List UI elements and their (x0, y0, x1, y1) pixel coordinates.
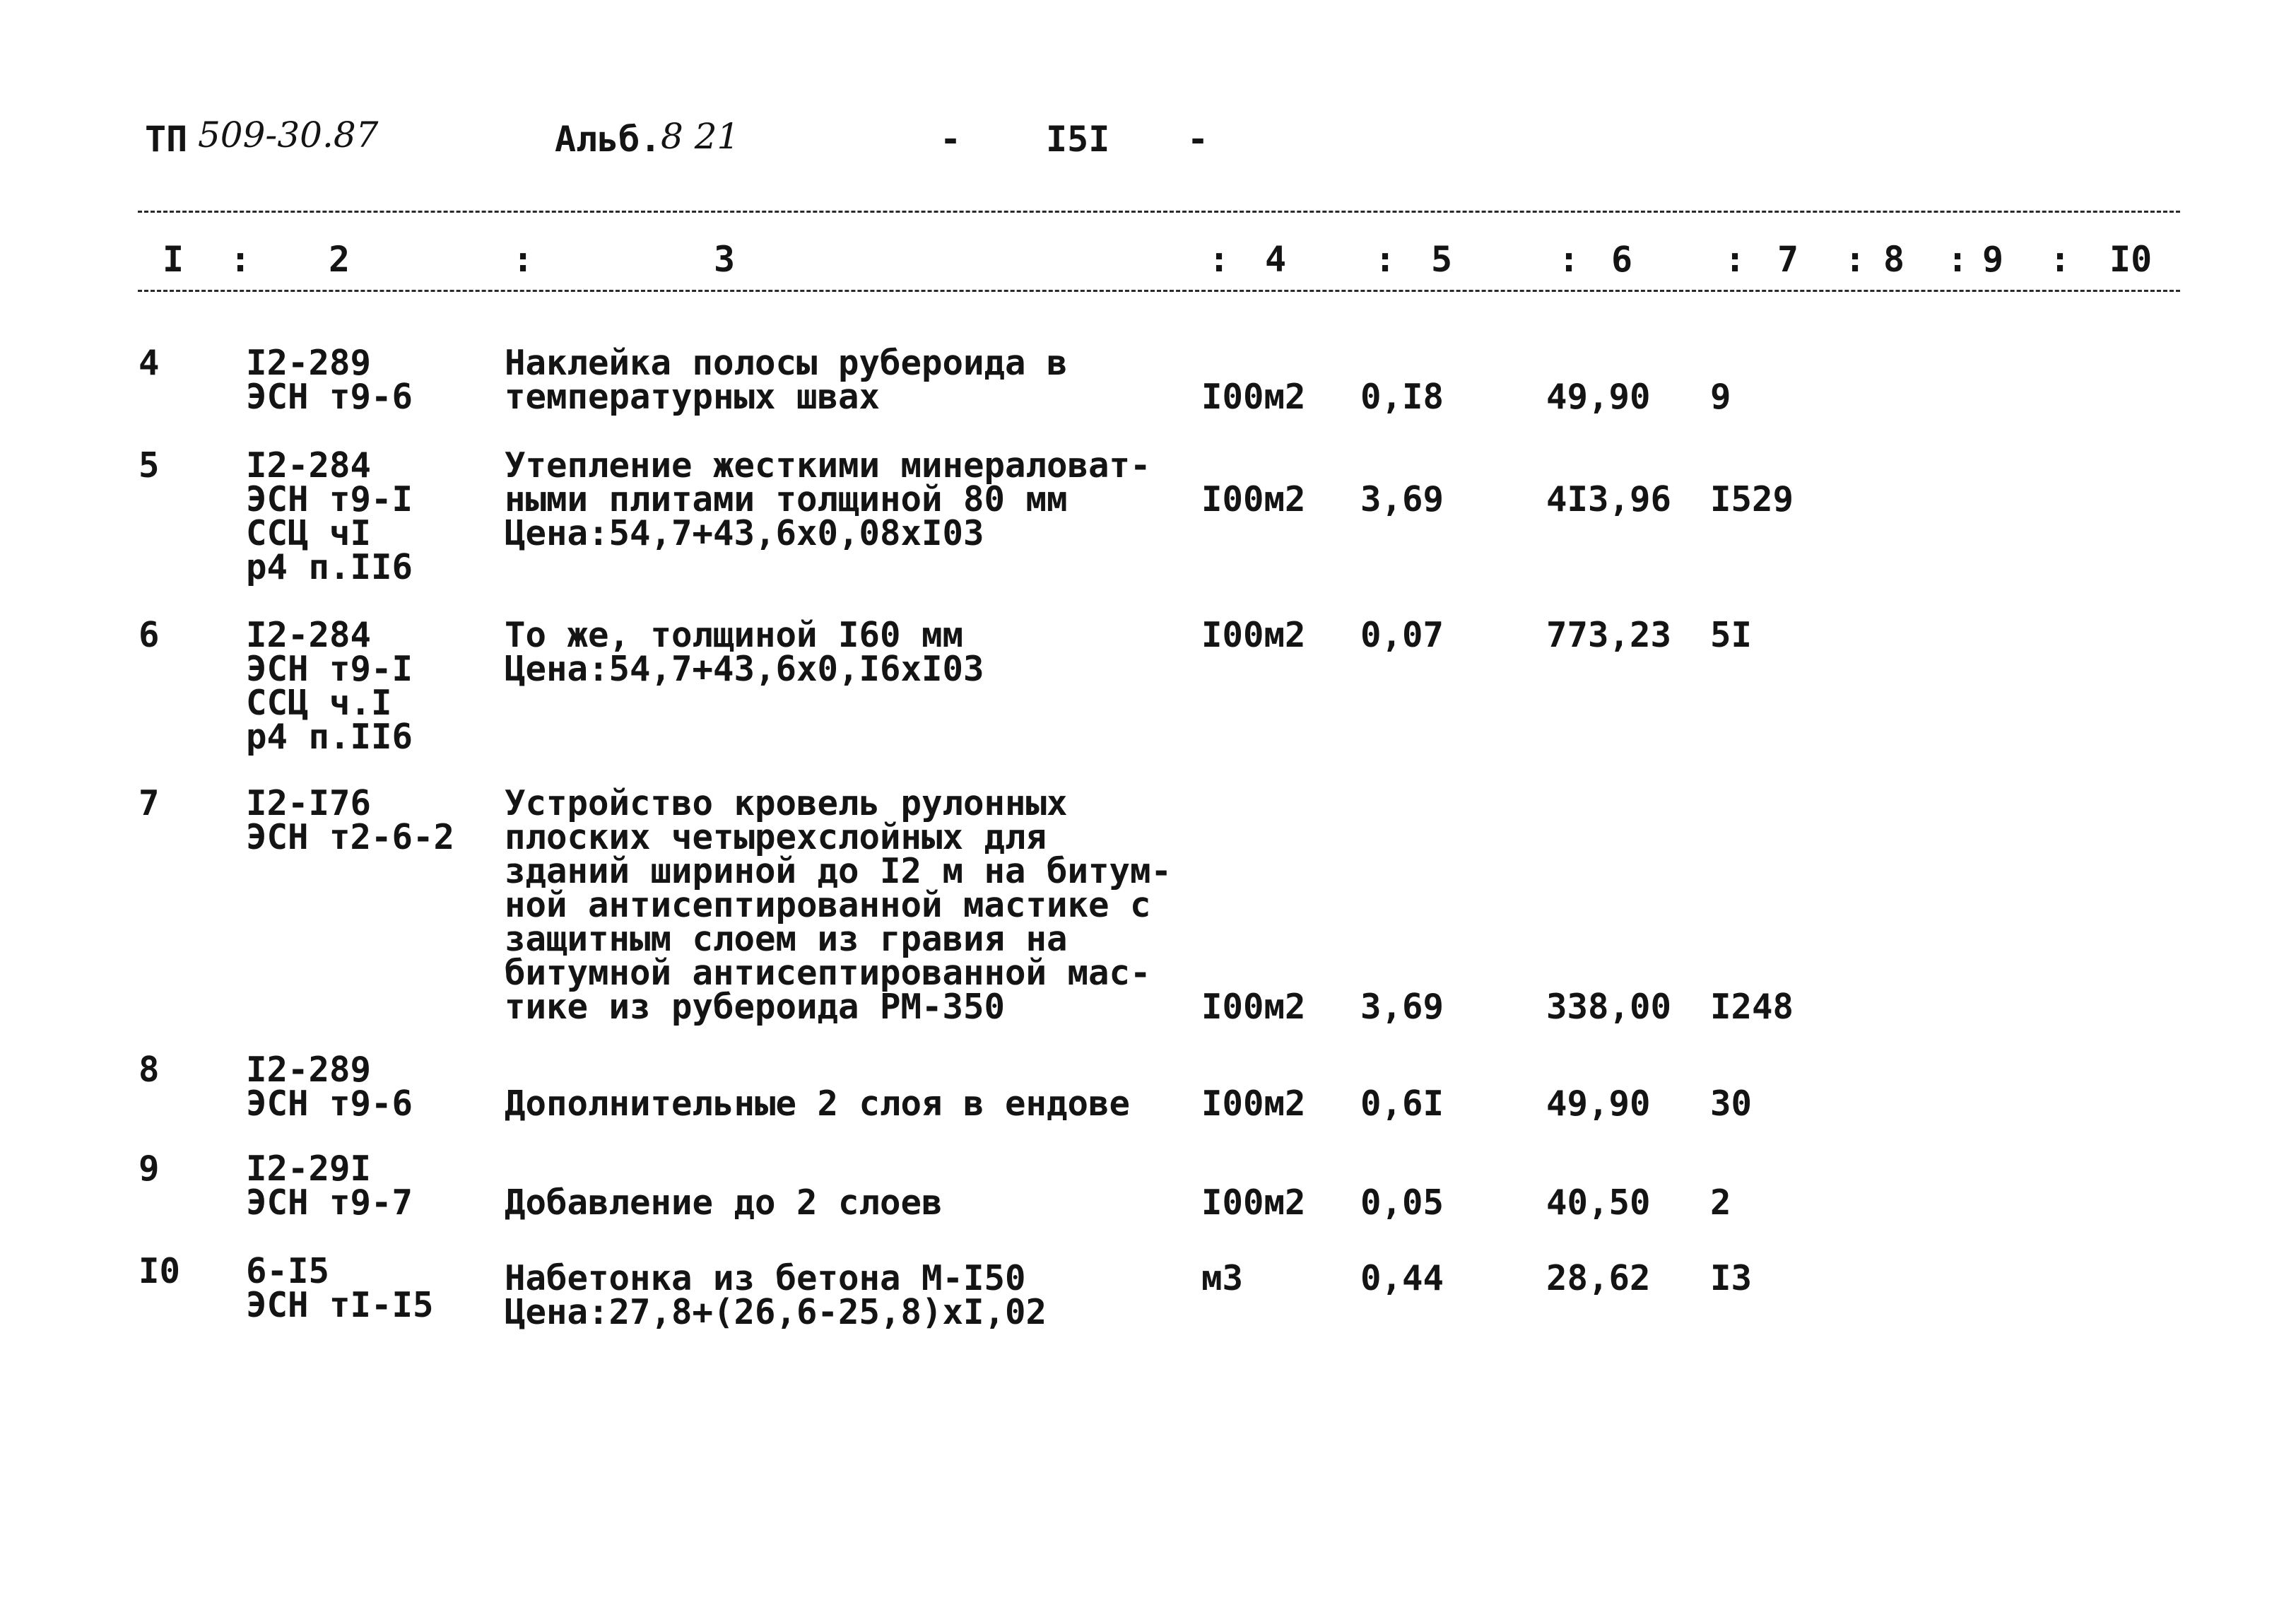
quantity: 0,I8 (1360, 377, 1444, 417)
norm-code: 6-I5 ЭСН тI-I5 (246, 1251, 434, 1325)
col-header-sep: : (2049, 239, 2071, 280)
norm-code: I2-284 ЭСН т9-I ССЦ ч.I р4 п.II6 (246, 615, 413, 757)
quantity: 0,6I (1360, 1084, 1444, 1124)
unit-price: 773,23 (1546, 615, 1672, 655)
row-number: 9 (139, 1149, 160, 1189)
page-header (0, 114, 2296, 182)
unit: I00м2 (1201, 615, 1306, 655)
unit: I00м2 (1201, 1182, 1306, 1223)
quantity: 3,69 (1360, 987, 1444, 1027)
total-cost: 2 (1710, 1182, 1731, 1223)
work-description: Устройство кровель рулонных плоских четырехслойных для зданий шириной до I2 м на битум- ной антисептированной мастике с защитным слоем из гравия на битумной антисептированной мас- тике из рубероида РМ-350 (505, 783, 1172, 1027)
column-header-row (0, 239, 2296, 288)
col-header-7: 7 (1777, 239, 1799, 280)
total-cost: I248 (1710, 987, 1794, 1027)
unit: I00м2 (1201, 479, 1306, 519)
col-header-sep: : (1947, 239, 1969, 280)
top-rule (138, 211, 2180, 213)
row-number: 8 (139, 1050, 160, 1090)
work-description: Наклейка полосы рубероида в температурных швах (505, 343, 1068, 417)
total-cost: 5I (1710, 615, 1753, 655)
album-label: Альб. (555, 119, 661, 160)
total-cost: I529 (1710, 479, 1794, 519)
unit: м3 (1201, 1258, 1244, 1298)
total-cost: I3 (1710, 1258, 1753, 1298)
row-number: 5 (139, 445, 160, 486)
col-header-2: 2 (329, 239, 351, 280)
header-rule (138, 290, 2180, 292)
quantity: 0,44 (1360, 1258, 1444, 1298)
norm-code: I2-I76 ЭСН т2-6-2 (246, 783, 455, 857)
col-header-sep: : (230, 239, 252, 280)
col-header-6: 6 (1611, 239, 1633, 280)
work-description: Добавление до 2 слоев (505, 1182, 943, 1223)
total-cost: 9 (1710, 377, 1731, 417)
work-description: Набетонка из бетона М-I50 Цена:27,8+(26,6-25,8)хI,02 (505, 1258, 1047, 1332)
norm-code: I2-284 ЭСН т9-I ССЦ чI р4 п.II6 (246, 445, 413, 587)
unit-price: 4I3,96 (1546, 479, 1672, 519)
col-header-sep: : (512, 239, 534, 280)
unit-price: 49,90 (1546, 377, 1651, 417)
col-header-3: 3 (714, 239, 736, 280)
row-number: I0 (139, 1251, 181, 1291)
row-number: 4 (139, 343, 160, 383)
quantity: 3,69 (1360, 479, 1444, 519)
norm-code: I2-289 ЭСН т9-6 (246, 1050, 413, 1124)
page-number: I5I (1046, 119, 1110, 160)
col-header-9: 9 (1982, 239, 2004, 280)
col-header-5: 5 (1431, 239, 1453, 280)
total-cost: 30 (1710, 1084, 1753, 1124)
quantity: 0,05 (1360, 1182, 1444, 1223)
unit: I00м2 (1201, 1084, 1306, 1124)
col-header-1: I (163, 239, 184, 280)
quantity: 0,07 (1360, 615, 1444, 655)
tp-label: ТП (145, 119, 188, 160)
work-description: Утепление жесткими минераловат- ными плитами толщиной 80 мм Цена:54,7+43,6х0,08хI03 (505, 445, 1151, 553)
unit: I00м2 (1201, 987, 1306, 1027)
header-dash-right: - (1187, 119, 1209, 160)
col-header-8: 8 (1883, 239, 1905, 280)
unit-price: 338,00 (1546, 987, 1672, 1027)
album-number: 8 21 (661, 116, 740, 157)
unit: I00м2 (1201, 377, 1306, 417)
col-header-10: I0 (2109, 239, 2153, 280)
tp-number: 509-30.87 (198, 114, 379, 155)
row-number: 6 (139, 615, 160, 655)
header-dash-left: - (940, 119, 962, 160)
col-header-sep: : (1374, 239, 1396, 280)
col-header-sep: : (1208, 239, 1230, 280)
norm-code: I2-29I ЭСН т9-7 (246, 1149, 413, 1223)
work-description: То же, толщиной I60 мм Цена:54,7+43,6х0,I6хI03 (505, 615, 984, 689)
col-header-4: 4 (1265, 239, 1287, 280)
col-header-sep: : (1558, 239, 1580, 280)
row-number: 7 (139, 783, 160, 823)
norm-code: I2-289 ЭСН т9-6 (246, 343, 413, 417)
unit-price: 40,50 (1546, 1182, 1651, 1223)
unit-price: 28,62 (1546, 1258, 1651, 1298)
work-description: Дополнительные 2 слоя в ендове (505, 1084, 1131, 1124)
unit-price: 49,90 (1546, 1084, 1651, 1124)
col-header-sep: : (1724, 239, 1746, 280)
col-header-sep: : (1844, 239, 1866, 280)
